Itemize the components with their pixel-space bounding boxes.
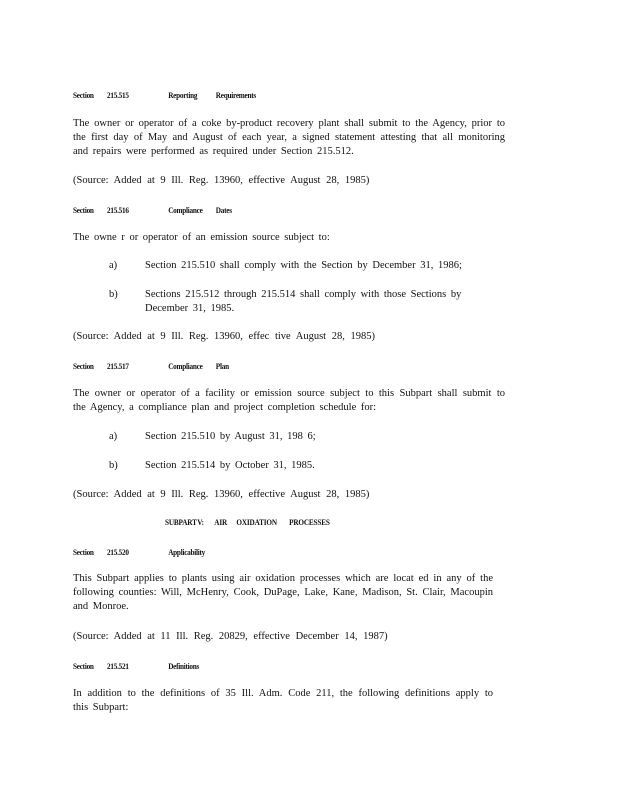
section-number: 215.520	[107, 547, 129, 557]
section-body: In addition to the definitions of 35 Ill. Adm. Code 211, the following definitions apply to this Subpart:	[73, 688, 493, 713]
section-body: This Subpart applies to plants using air oxidation processes which are locat ed in any of the following counties: Will, McHenry, Cook, DuPage, Lake, Kane, Madison, St. Clair, Macoupin and Monroe.	[73, 573, 493, 612]
section-heading	[73, 90, 256, 100]
list-item-text: Sections 215.512 through 215.514 shall comply with those Sections by December 31, 1985.	[145, 289, 462, 314]
source-note: (Source: Added at 9 Ill. Reg. 13960, effective August 28, 1985)	[73, 175, 370, 186]
section-heading	[73, 361, 229, 371]
section-label: Section	[73, 547, 94, 557]
source-note: (Source: Added at 9 Ill. Reg. 13960, effec tive August 28, 1985)	[73, 331, 375, 342]
section-title: Requirements	[215, 90, 256, 100]
subpart-title: OXIDATION	[236, 517, 277, 527]
section-label: Section	[73, 661, 94, 671]
list-item-text: Section 215.510 shall comply with the Section by December 31, 1986;	[145, 260, 462, 271]
list-item-label: a)	[109, 431, 118, 442]
source-note: (Source: Added at 9 Ill. Reg. 13960, effective August 28, 1985)	[73, 489, 370, 500]
section-number: 215.515	[107, 90, 129, 100]
section-body: The owner or operator of a facility or emission source subject to this Subpart shall submit to the Agency, a compliance plan and project completion schedule for:	[73, 388, 505, 413]
section-number: 215.516	[107, 205, 129, 215]
list-item-label: b)	[109, 460, 118, 471]
section-title: Compliance	[168, 361, 203, 371]
section-title: Dates	[215, 205, 232, 215]
list-item-text: Section 215.514 by October 31, 1985.	[145, 460, 315, 471]
section-heading	[73, 547, 205, 557]
list-item-label: a)	[109, 260, 118, 271]
section-number: 215.517	[107, 361, 129, 371]
section-title: Plan	[215, 361, 229, 371]
section-number: 215.521	[107, 661, 129, 671]
subpart-title: AIR	[214, 517, 228, 527]
source-note: (Source: Added at 11 Ill. Reg. 20829, effective December 14, 1987)	[73, 631, 388, 642]
list-item-text: Section 215.510 by August 31, 198 6;	[145, 431, 316, 442]
subpart-title: PROCESSES	[289, 517, 330, 527]
section-body: The owner or operator of a coke by-product recovery plant shall submit to the Agency, prior to the first day of May and August of each year, a signed statement attesting that all monitoring and repairs were performed as required under Section 215.512.	[73, 118, 505, 157]
list-item-label: b)	[109, 289, 118, 300]
section-title: Compliance	[168, 205, 203, 215]
section-title: Reporting	[168, 90, 198, 100]
section-body: The owne r or operator of an emission source subject to:	[73, 232, 330, 243]
subpart-letter: V:	[197, 517, 204, 527]
section-title: Definitions	[168, 661, 200, 671]
subpart-word: SUBPART	[165, 517, 197, 527]
section-label: Section	[73, 361, 94, 371]
section-label: Section	[73, 90, 94, 100]
section-label: Section	[73, 205, 94, 215]
section-title: Applicability	[168, 547, 206, 557]
section-heading	[73, 661, 199, 671]
section-heading	[73, 205, 232, 215]
subpart-heading	[165, 517, 330, 527]
